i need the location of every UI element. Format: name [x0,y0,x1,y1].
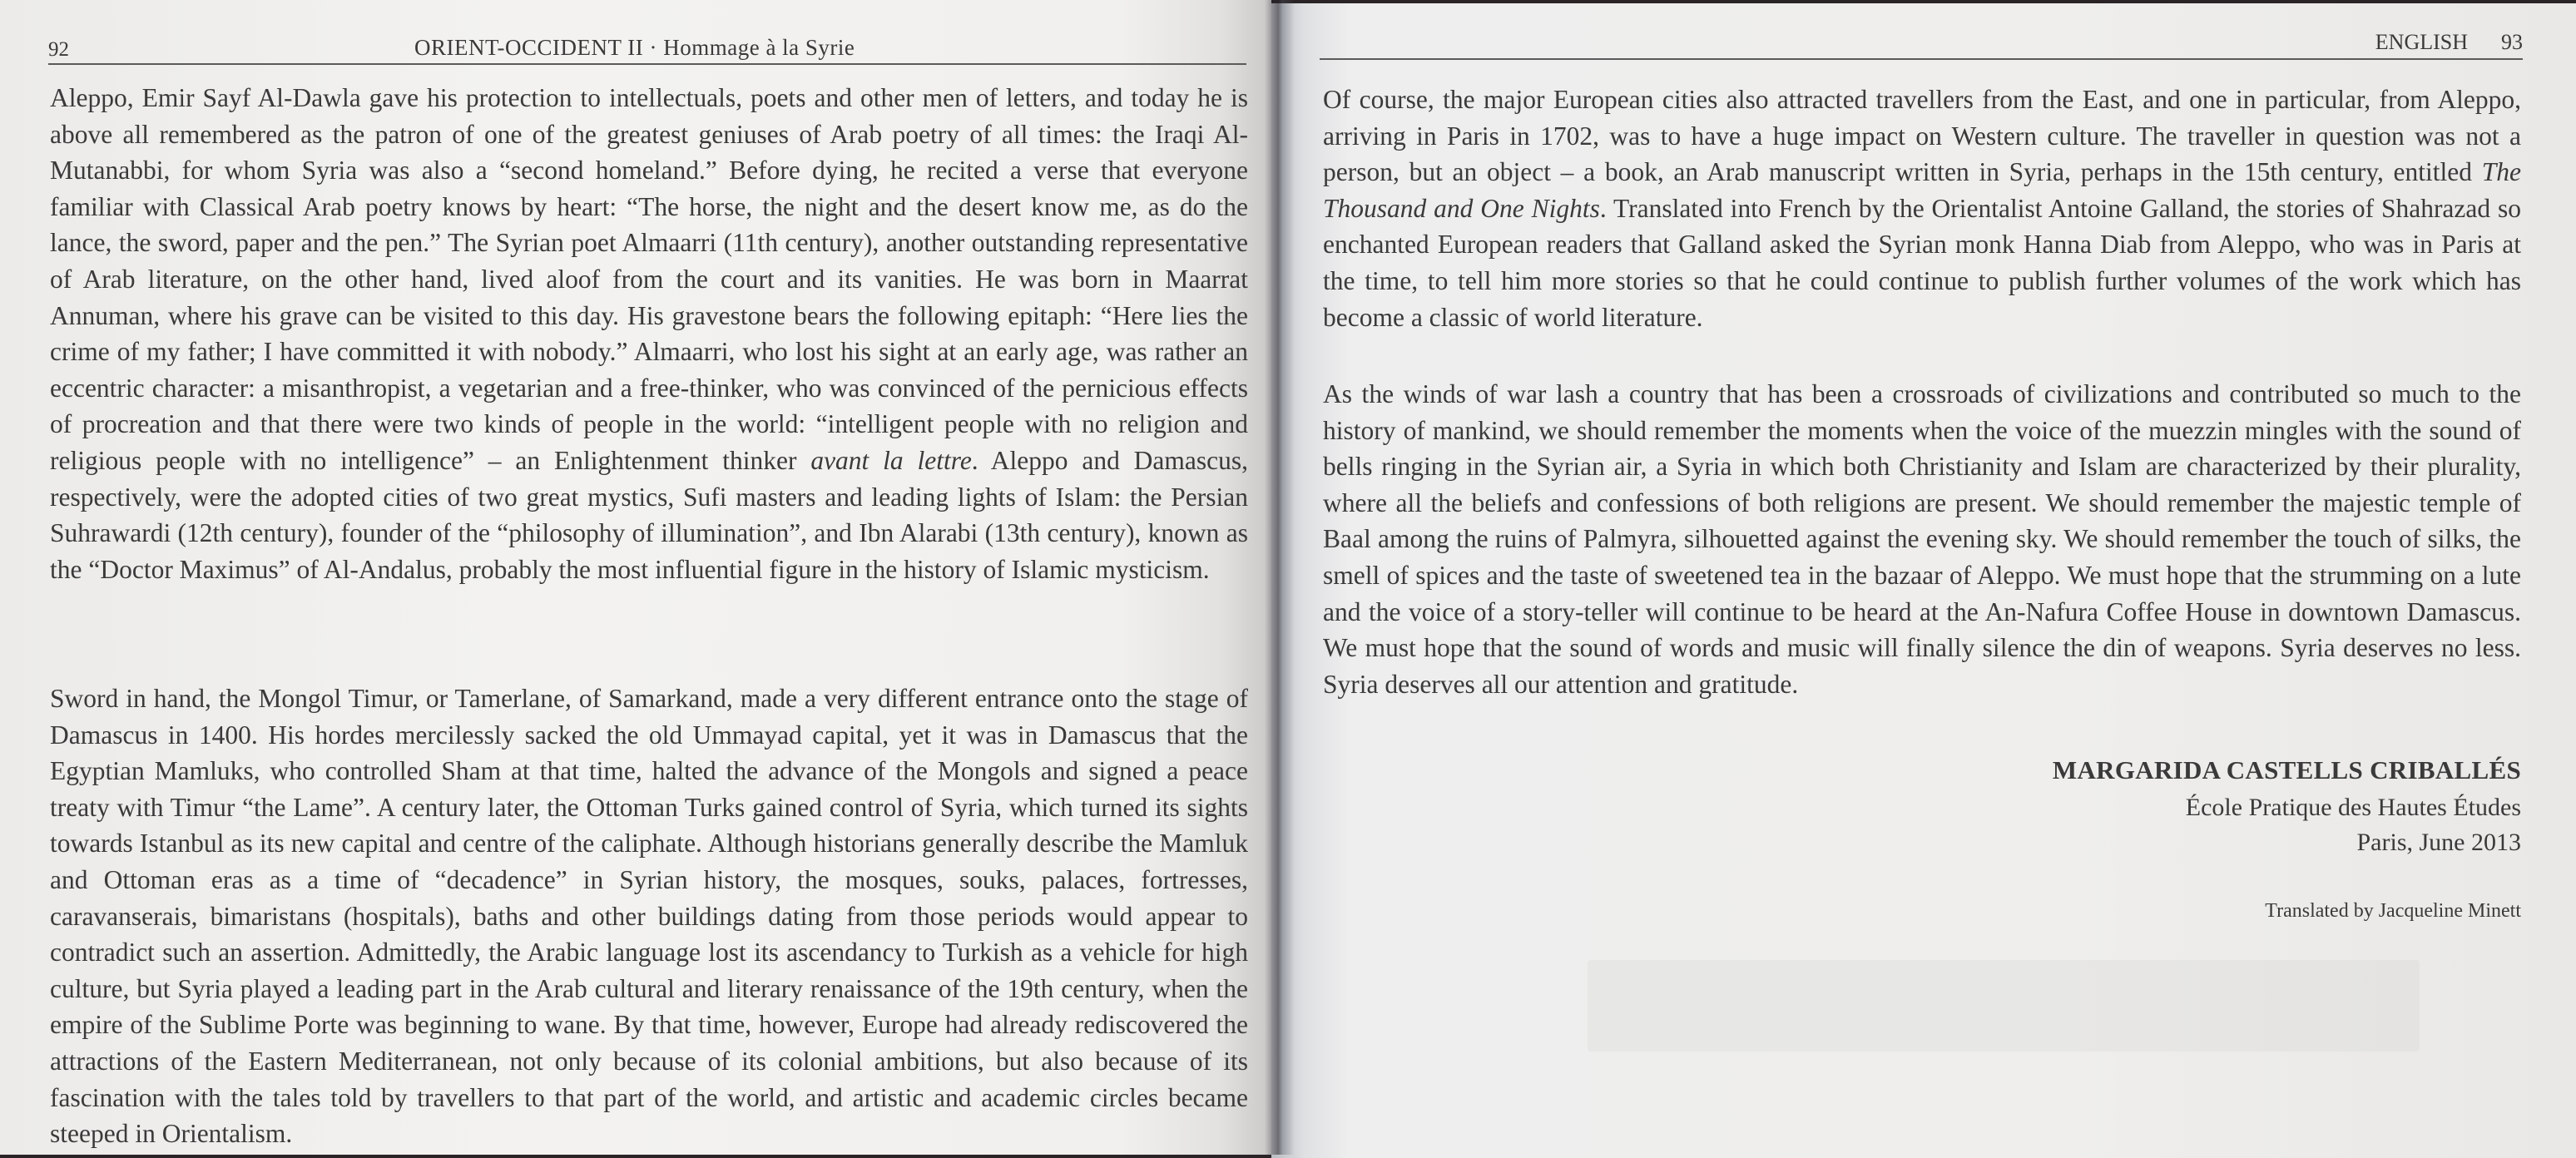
author-place-date: Paris, June 2013 [2356,829,2521,856]
left-page-number: 92 [48,38,69,61]
right-paragraph-1-text-b: . Translated into French by the Orientalist Antoine Galland, the stories of Shahrazad so enchanted European readers that Galland asked the Syrian monk Hanna Diab from Aleppo, who was in Paris at the time, to tell him more stories so that he could continue to publish further volumes of the work which has become a classic of world literature. [1323,193,2521,332]
left-paragraph-2: Sword in hand, the Mongol Timur, or Tamerlane, of Samarkand, made a very different entrance onto the stage of Damascus in 1400. His hordes mercilessly sacked the old Ummayad capital, yet it was in Damascus that the Egyptian Mamluks, who controlled Sham at that time, halted the advance of the Mongols and signed a peace treaty with Timur “the Lame”. A century later, the Ottoman Turks gained control of Syria, which turned its sights towards Istanbul as its new capital and centre of the caliphate. Although historians generally describe the Mamluk and Ottoman eras as a time of “decadence” in Syrian history, the mosques, souks, palaces, fortresses, caravanserais, bimaristans (hospitals), baths and other buildings dating from those periods would appear to contradict such an assertion. Admittedly, the Arabic language lost its ascendancy to Turkish as a vehicle for high culture, but Syria played a leading part in the Arab cultural and literary renaissance of the 19th century, when the empire of the Sublime Porte was beginning to wane. By that time, however, Europe had already rediscovered the attractions of the Eastern Mediterranean, not only because of its colonial ambitions, but also because of its fascination with the tales told by travellers to that part of the world, and artistic and academic circles became steeped in Orientalism. [50,684,1248,1149]
right-running-title: ENGLISH [2375,30,2468,54]
left-paragraph-1-text-a: Aleppo, Emir Sayf Al-Dawla gave his protection to intellectuals, poets and other men of letters, and today he is above all remembered as the patron of one of the greatest geniuses of Arab poetry of all times: the Iraqi Al-Mutanabbi, for whom Syria was also a “second homeland.” Before dying, he recited a verse that everyone familiar with Classical Arab poetry knows by heart: “The horse, the night and the desert know me, as do the lance, the sword, paper and the pen.” The Syrian poet Almaarri (11th century), another outstanding representative of Arab literature, on the other hand, lived aloof from the court and its vanities. He was born in Maarrat Annuman, where his grave can be visited to this day. His gravestone bears the following epitaph: “Here lies the crime of my father; I have committed it with nobody.” Almaarri, who lost his sight at an early age, was rather an eccentric character: a misanthropist, a vegetarian and a free-thinker, who was convinced of the pernicious effects of procreation and that there were two kinds of people in the world: “intelligent people with no religion and religious people with no intelligence” – an Enlightenment thinker [50,83,1248,475]
left-paragraph-1-text-b: . Aleppo and Damascus, respectively, were the adopted cities of two great mystics, Sufi masters and leading lights of Islam: the Persian Suhrawardi (12th century), founder of the “philosophy of illumination”, and Ibn Alarabi (13th century), known as the “Doctor Maximus” of Al-Andalus, probably the most influential figure in the history of Islamic mysticism. [50,445,1248,584]
right-body-text-2 [1323,376,2521,702]
gutter-shadow [1265,0,1295,1155]
author-name: MARGARIDA CASTELLS CRIBALLÉS [2052,755,2521,784]
left-body-text-2 [50,680,1248,1152]
left-paragraph-1-italic: avant la lettre [810,445,972,475]
right-paragraph-1-italic: The Thousand and One Nights [1323,157,2521,223]
right-paragraph-2: As the winds of war lash a country that has been a crossroads of civilizations and contributed so much to the history of mankind, we should remember the moments when the voice of the muezzin mingles with the sound of bells ringing in the Syrian air, a Syria in which both Christianity and Islam are characterized by their plurality, where all the beliefs and confessions of both religions are present. We should remember the majestic temple of Baal among the ruins of Palmyra, silhouetted against the evening sky. We should remember the touch of silks, the smell of spices and the taste of sweetened tea in the bazaar of Aleppo. We must hope that the strumming on a lute and the voice of a story-teller will continue to be heard at the An-Nafura Coffee House in downtown Damascus. We must hope that the sound of words and music will finally silence the din of weapons. Syria deserves no less. Syria deserves all our attention and gratitude. [1323,379,2521,699]
left-body-text [50,80,1248,587]
bleed-through-shadow [1588,960,2420,1052]
left-page [0,0,1271,1155]
right-page-number: 93 [2501,30,2523,54]
right-page [1271,3,2576,1158]
signature-block [1323,755,2521,860]
left-running-head [48,33,1246,65]
right-body-text [1323,82,2521,335]
right-paragraph-1 [1323,82,2521,335]
translator-credit: Translated by Jacqueline Minett [2265,900,2521,922]
left-running-title: ORIENT-OCCIDENT II · Hommage à la Syrie [414,35,855,60]
right-paragraph-1-text-a: Of course, the major European cities also attracted travellers from the East, and one in particular, from Aleppo, arriving in Paris in 1702, was to have a huge impact on Western culture. The traveller in question was not a person, but an object – a book, an Arab manuscript written in Syria, perhaps in the 15th century, entitled [1323,85,2521,187]
author-affiliation: École Pratique des Hautes Études [2185,794,2521,821]
left-paragraph-1 [50,80,1248,587]
right-running-head [1320,25,2523,60]
